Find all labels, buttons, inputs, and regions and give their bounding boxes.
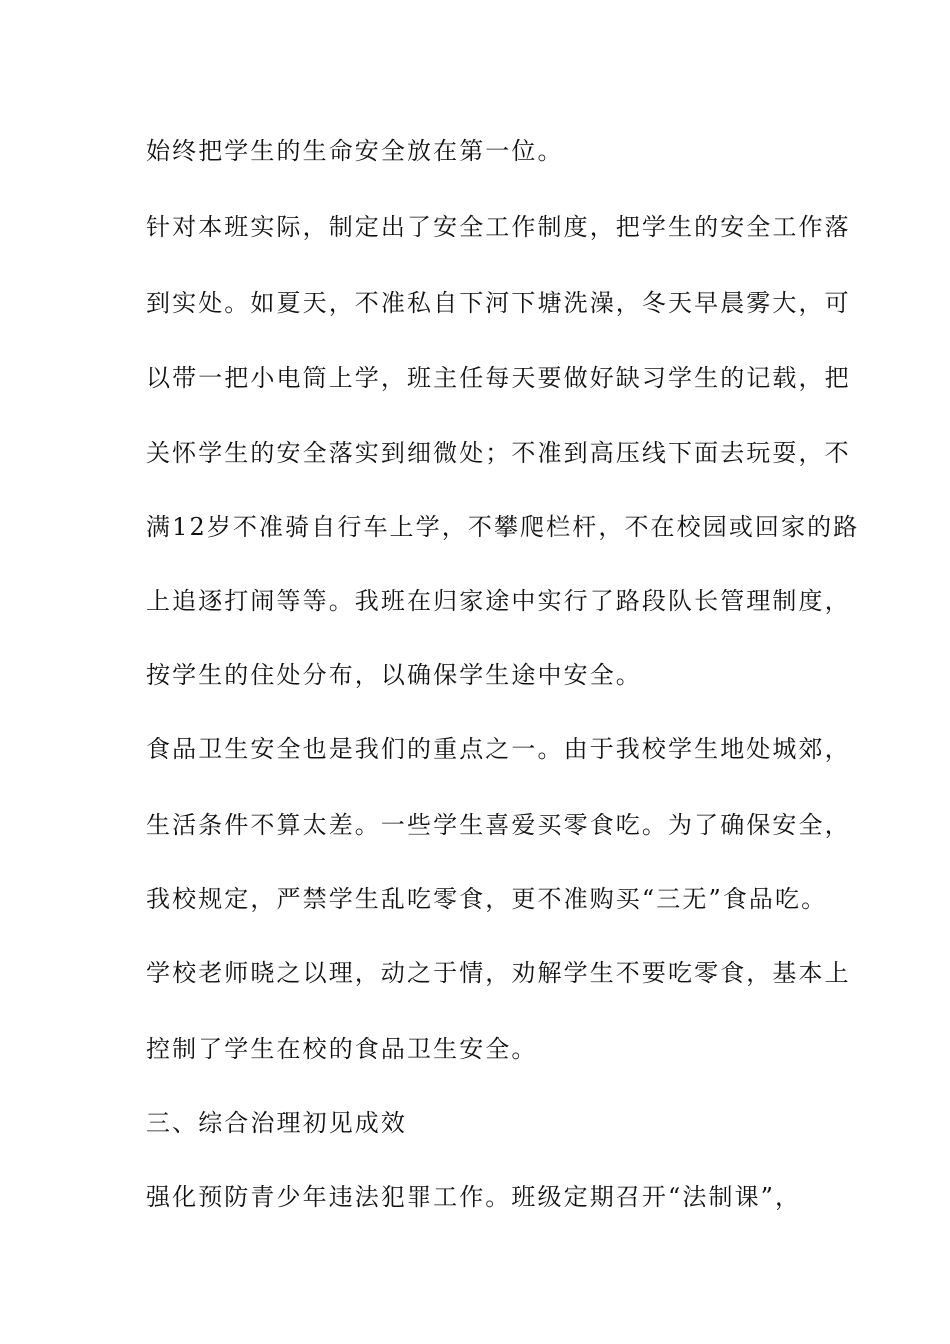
text-line: 始终把学生的生命安全放在第一位。 [146, 137, 564, 165]
text-line: 上追逐打闹等等。我班在归家途中实行了路段队长管理制度， [146, 587, 851, 615]
text-line: 我校规定，严禁学生乱吃零食，更不准购买“三无”食品吃。 [146, 885, 828, 913]
text-line: 生活条件不算太差。一些学生喜爱买零食吃。为了确保安全， [146, 811, 851, 839]
text-line: 关怀学生的安全落实到细微处；不准到高压线下面去玩耍，不 [146, 439, 851, 467]
text-line: 学校老师晓之以理，动之于情，劝解学生不要吃零食，基本上 [146, 959, 851, 987]
text-line: 强化预防青少年违法犯罪工作。班级定期召开“法制课”， [146, 1183, 802, 1211]
text-line: 到实处。如夏天，不准私自下河下塘洗澡，冬天早晨雾大，可 [146, 289, 851, 317]
text-line: 满12岁不准骑自行车上学，不攀爬栏杆，不在校园或回家的路 [146, 513, 860, 541]
text-line: 以带一把小电筒上学，班主任每天要做好缺习学生的记载，把 [146, 364, 851, 392]
text-line: 食品卫生安全也是我们的重点之一。由于我校学生地处城郊， [146, 735, 851, 763]
section-heading: 三、综合治理初见成效 [146, 1109, 407, 1137]
text-line: 针对本班实际，制定出了安全工作制度，把学生的安全工作落 [146, 213, 851, 241]
text-line: 控制了学生在校的食品卫生安全。 [146, 1035, 538, 1063]
text-line: 按学生的住处分布，以确保学生途中安全。 [146, 661, 642, 689]
